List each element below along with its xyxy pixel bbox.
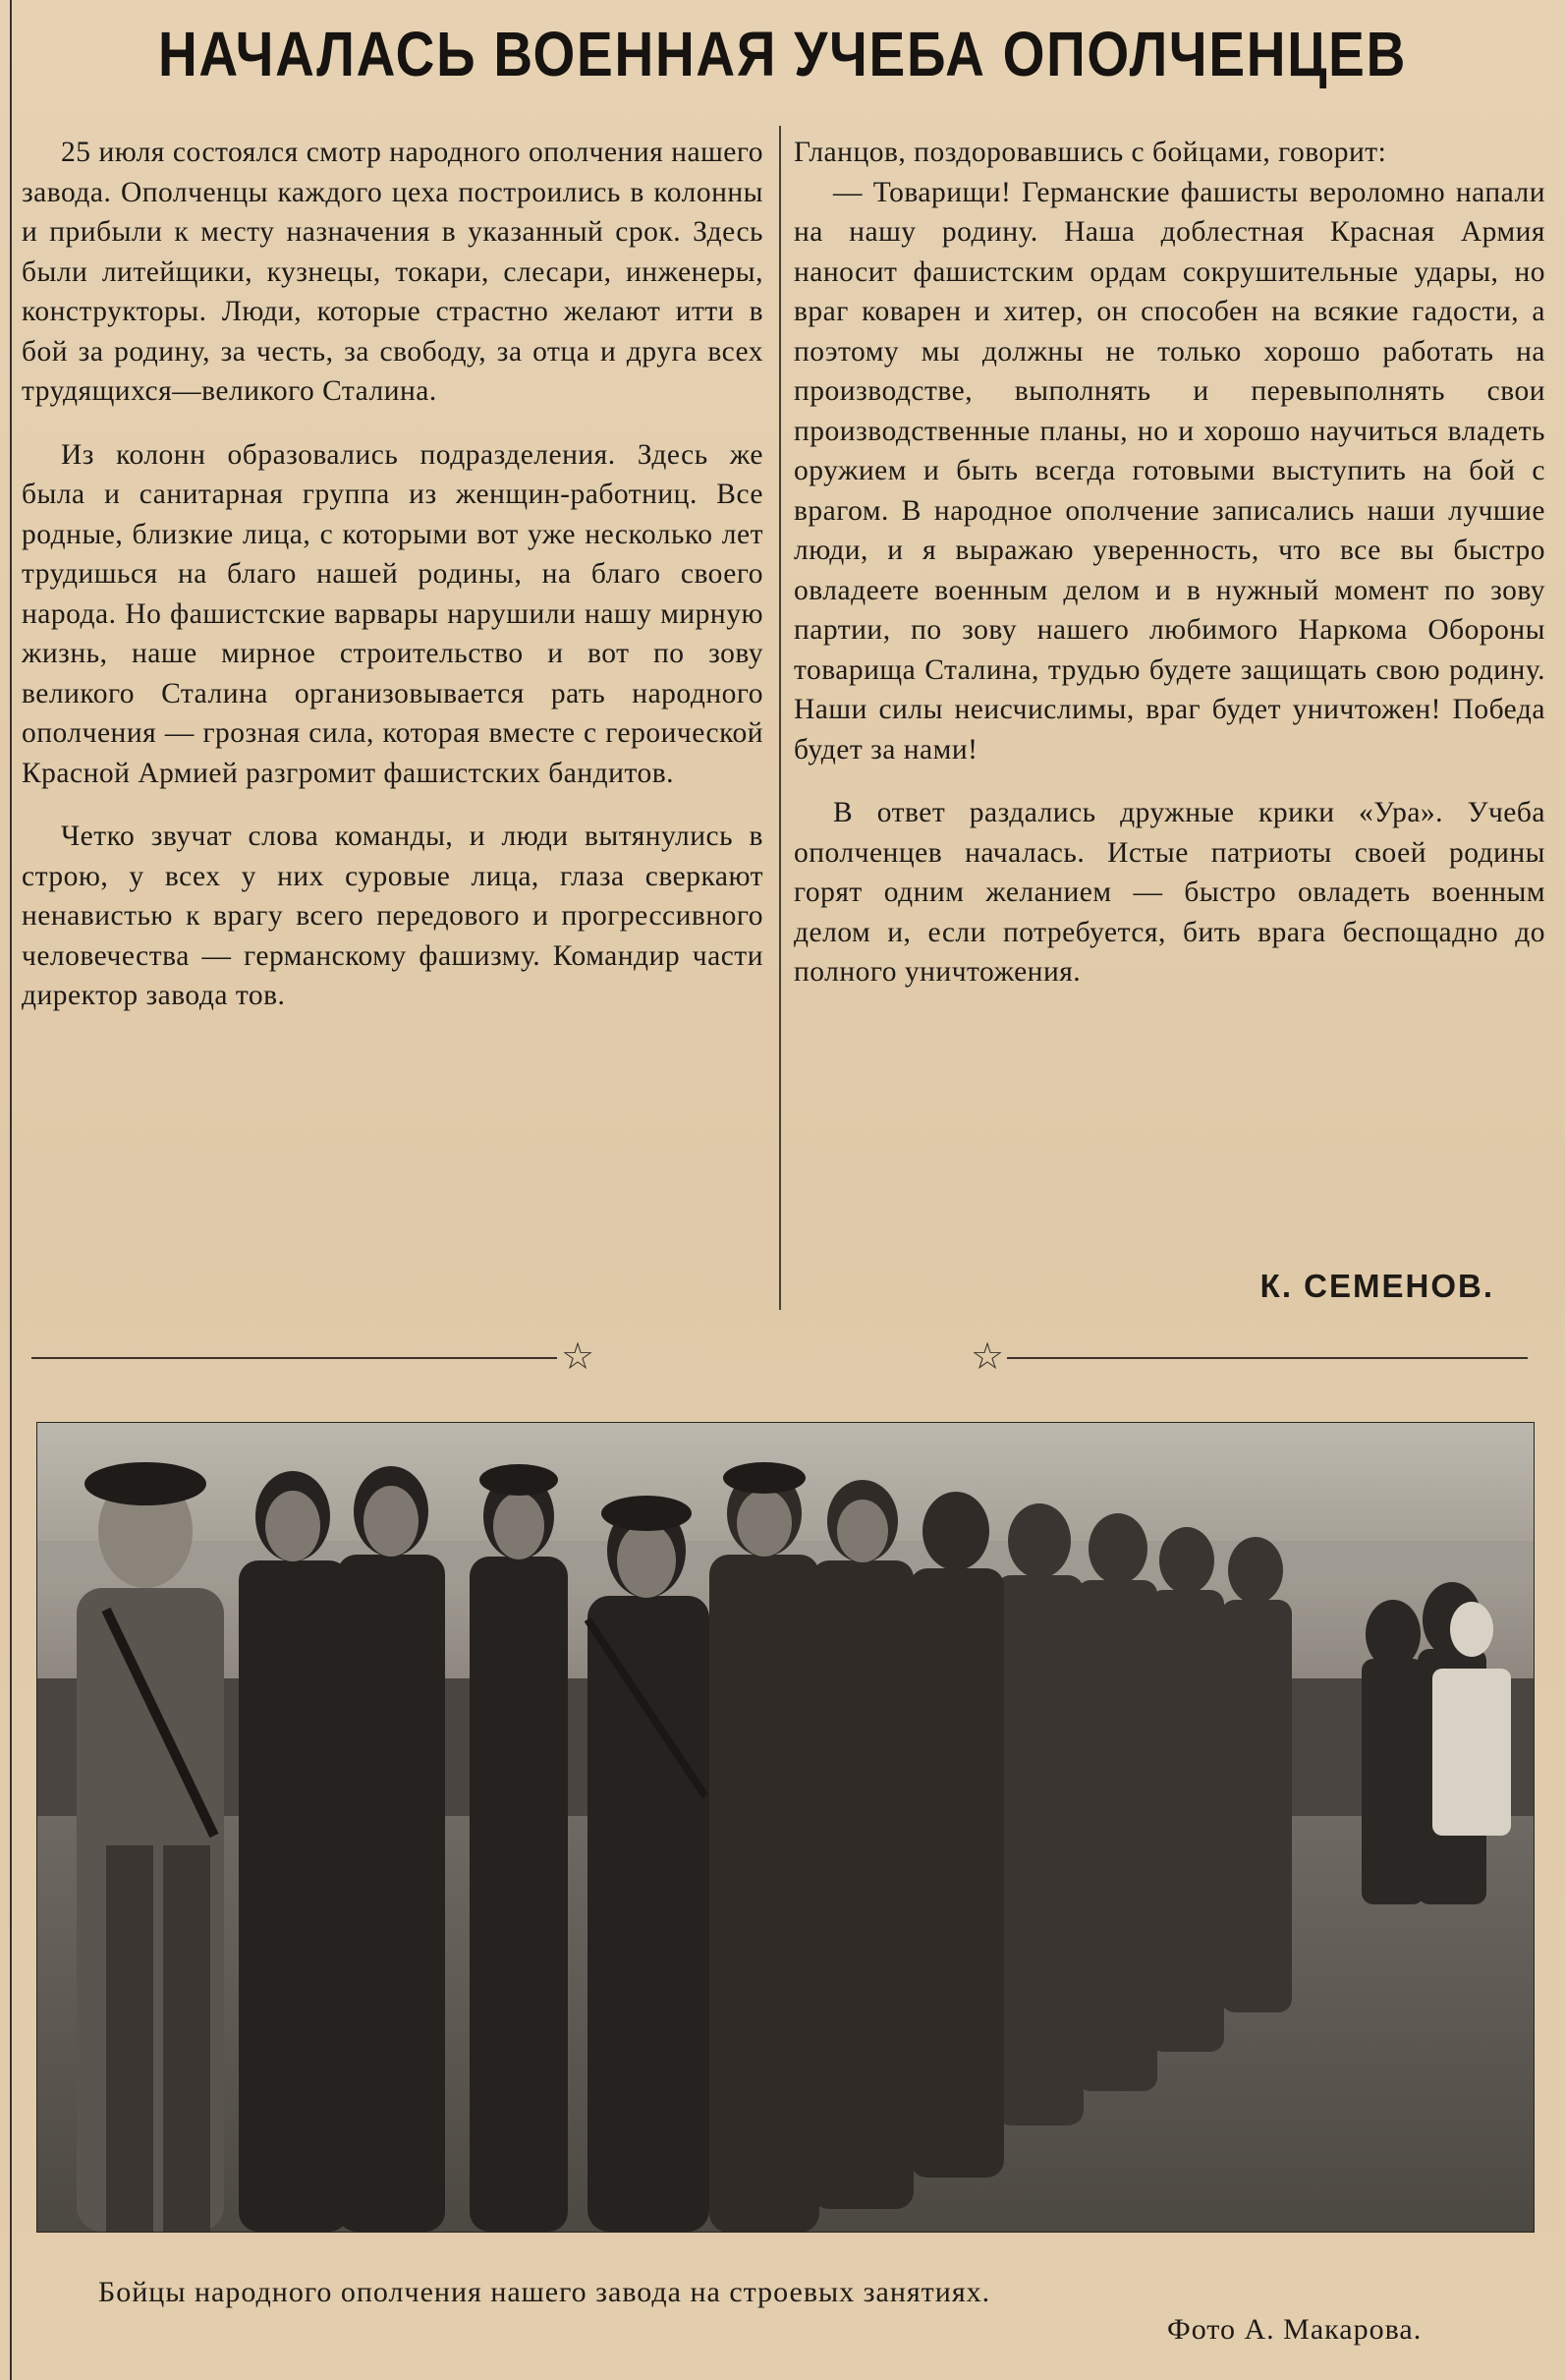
column-divider bbox=[779, 126, 781, 1310]
divider-rule-right bbox=[1007, 1357, 1528, 1359]
photo-caption: Бойцы народного ополчения нашего завода на строевых занятиях. bbox=[98, 2276, 991, 2308]
star-icon: ☆ bbox=[561, 1336, 595, 1378]
paragraph: 25 июля состоялся смотр народного ополчения нашего завода. Ополченцы каждого цеха построились в колонны и прибыли к месту назначения в указанный срок. Здесь были литейщики, кузнецы, токари, слесари, инженеры, конструкторы. Люди, которые страстно желают итти в бой за родину, за честь, за свободу, за отца и друга всех трудящихся—великого Сталина. bbox=[22, 137, 763, 407]
paragraph: Четко звучат слова команды, и люди вытянулись в строю, у всех у них суровые лица, глаза сверкают ненавистью к врагу всего передового и прогрессивного человечества — германскому фашизму. Командир части директор завода тов. bbox=[22, 821, 763, 1011]
star-icon: ☆ bbox=[971, 1336, 1005, 1378]
paragraph: В ответ раздались дружные крики «Ура». Учеба ополченцев началась. Истые патриоты своей родины горят одним желанием — быстро овладеть военным делом и, если потребуется, бить врага беспощадно до полного уничтожения. bbox=[794, 797, 1545, 988]
paragraph: Из колонн образовались подразделения. Здесь же была и санитарная группа из женщин-работниц. Все родные, близкие лица, с которыми вот уже несколько лет трудишься на благо нашей родины, на благо своего народа. Но фашистские варвары нарушили нашу мирную жизнь, наше мирное строительство и вот по зову великого Сталина организовывается рать народного ополчения — грозная сила, которая вместе с героической Красной Армией разгромит фашистских бандитов. bbox=[22, 438, 763, 789]
page-border-rule bbox=[10, 0, 12, 2380]
article-author: К. СЕМЕНОВ. bbox=[1259, 1268, 1494, 1304]
photo-credit: Фото А. Макарова. bbox=[1167, 2313, 1423, 2346]
article-column-right bbox=[794, 133, 1545, 992]
paragraph: Гланцов, поздоровавшись с бойцами, говорит: bbox=[794, 137, 1387, 168]
paragraph: — Товарищи! Германские фашисты вероломно напали на нашу родину. Наша доблестная Красная Армия наносит фашистским ордам сокрушительные удары, но враг коварен и хитер, он способен на всякие гадости, а поэтому мы должны не только хорошо работать на производстве, выполнять и перевыполнять свои производственные планы, но и хорошо научиться владеть оружием и быть всегда готовыми выступить на бой с врагом. В народное ополчение записались наши лучшие люди, и я выражаю уверенность, что все вы быстро овладеете военным делом и в нужный момент по зову партии, по зову нашего любимого Наркома Обороны товарища Сталина, трудью будете защищать свою родину. Наши силы неисчислимы, враг будет уничтожен! Победа будет за нами! bbox=[794, 176, 1545, 765]
article-headline: НАЧАЛАСЬ ВОЕННАЯ УЧЕБА ОПОЛЧЕНЦЕВ bbox=[157, 19, 1408, 89]
militia-drill-photo bbox=[36, 1422, 1535, 2233]
article-column-left bbox=[22, 133, 763, 1016]
divider-rule-left bbox=[31, 1357, 557, 1359]
